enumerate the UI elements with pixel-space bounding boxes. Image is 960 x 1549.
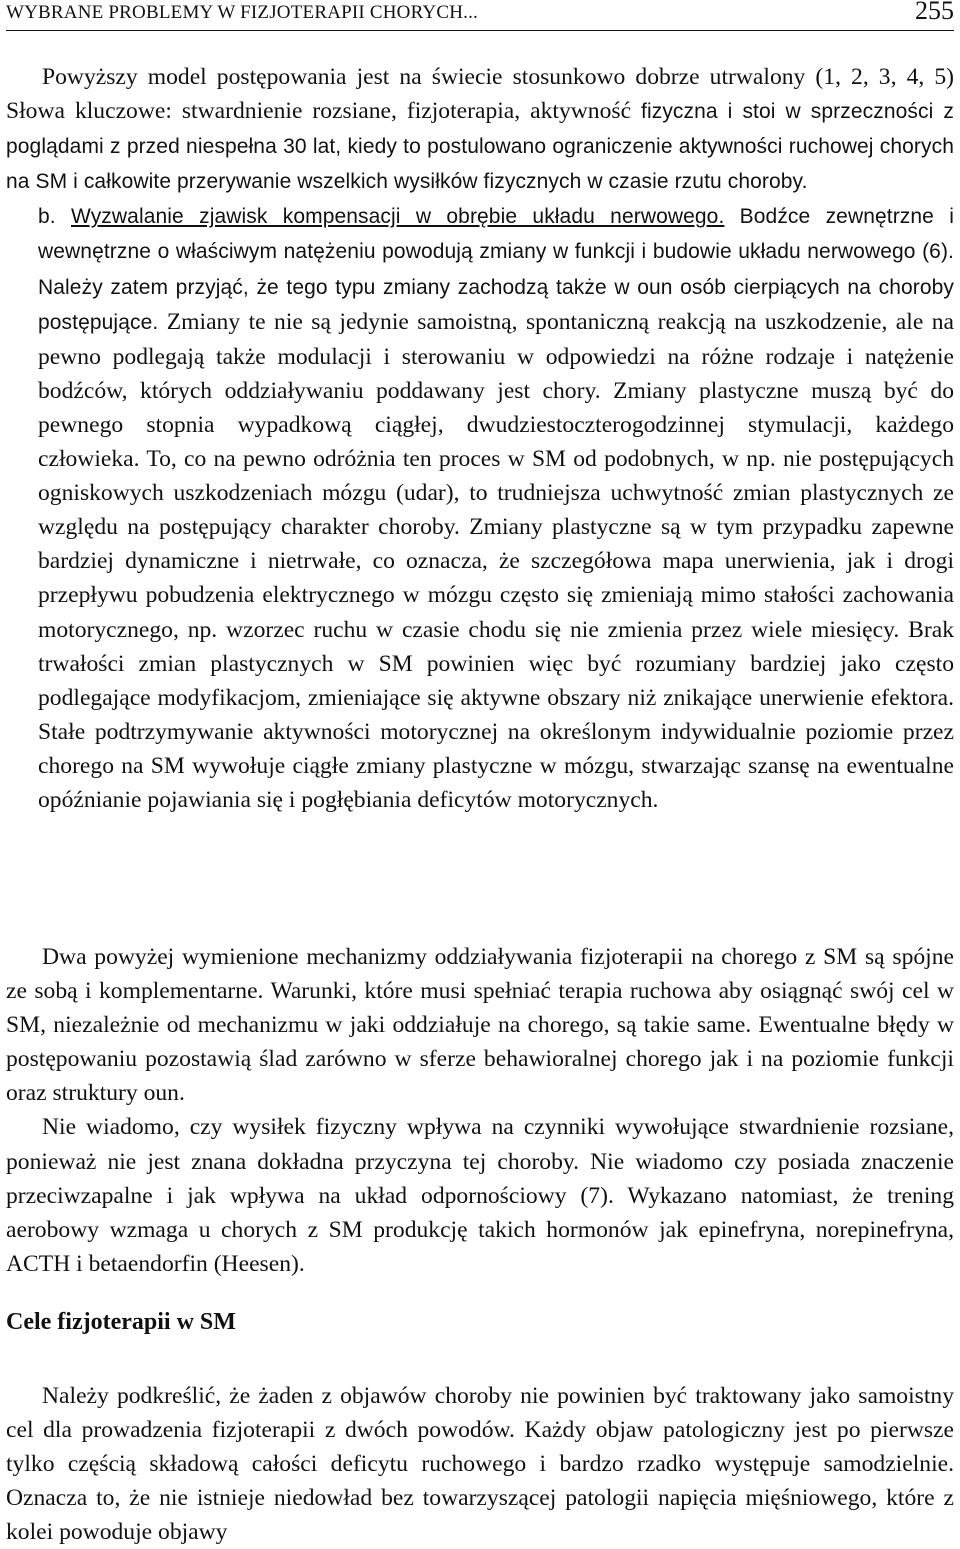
page-header bbox=[6, 0, 954, 31]
paragraph-d: Nie wiadomo, czy wysiłek fizyczny wpływa na czynniki wywołujące stwardnienie rozsiane, ponieważ nie jest znana dokładna przyczyna tej choroby. Nie wiadomo czy posiada znaczenie przeciwzapalne i jak wpływa na układ odpornościowy (7). Wykazano natomiast, że trening aerobowy wzmaga u chorych z SM produkcję takich hormonów jak epinefryna, norepinefryna, ACTH i betaendorfin (Heesen). bbox=[6, 1114, 954, 1277]
paragraph-c: Dwa powyżej wymienione mechanizmy oddziaływania fizjoterapii na chorego z SM są spójne ze sobą i komplementarne. Warunki, które musi spełniać terapia ruchowa aby osiągnąć swój cel w SM, niezależnie od mechanizmu w jaki oddziałuje na chorego, są takie same. Ewentualne błędy w postępowaniu pozostawią ślad zarówno w sferze behawioralnej chorego jak i na poziomie funkcji oraz struktury oun. bbox=[6, 944, 954, 1107]
paragraph-b-sans: Bodźce zewnętrzne i wewnętrzne o właściwym natężeniu powodują zmiany w funkcji i budowie układu nerwowego (6). Należy zatem przyjąć, że tego typu zmiany zachodzą także w oun osób cierpiących na choroby postępujące. bbox=[38, 205, 955, 334]
main-text-upper bbox=[6, 60, 954, 817]
page-number: 255 bbox=[915, 0, 954, 25]
main-text-lower bbox=[6, 1379, 954, 1549]
paragraph-a-serif: Powyższy model postępowania jest na świecie stosunkowo dobrze utrwalony (1, 2, 3, 4, 5) Słowa kluczowe: stwardnienie rozsiane, fizjoterapia, aktywność bbox=[6, 64, 954, 125]
paragraph-a bbox=[6, 60, 954, 199]
section-heading: Cele fizjoterapii w SM bbox=[6, 1309, 236, 1335]
paragraph-b-label: b. bbox=[38, 205, 56, 229]
paragraph-b-title: Wyzwalanie zjawisk kompensacji w obrębie układu nerwowego. bbox=[70, 205, 725, 229]
paragraph-b-serif: Zmiany te nie są jedynie samoistną, spontaniczną reakcją na uszkodzenie, ale na pewno podlegają także modulacji i sterowaniu w odpowiedzi na różne rodzaje i natężenie bodźców, których oddziaływaniu poddawany jest chory. Zmiany plastyczne muszą być do pewnego stopnia wypadkową ciągłej, dwudziestoczterogodzinnej stymulacji, każdego człowieka. To, co na pewno odróżnia ten proces w SM od podobnych, w np. nie postępujących ogniskowych uszkodzeniach mózgu (udar), to trudniejsza uchwytność zmian plastycznych ze względu na postępujący charakter choroby. Zmiany plastyczne są w tym przypadku zapewne bardziej dynamiczne i nietrwałe, co oznacza, że szczegółowa mapa unerwienia, jak i drogi przepływu pobudzenia elektrycznego w mózgu często się zmieniają mimo stałości zachowania motorycznego, np. wzorzec ruchu w czasie chodu się nie zmienia przez wiele miesięcy. Brak trwałości zmian plastycznych w SM powinien więc być rozumiany bardziej jako często podlegające modyfikacjom, zmieniające się aktywne obszary niż znikające unerwienie efektora. Stałe podtrzymywanie aktywności motorycznej na określonym indywidualnie poziomie przez chorego na SM wywołuje ciągłe zmiany plastyczne w mózgu, stwarzając szansę na ewentualne opóźnianie pojawiania się i pogłębiania deficytów motorycznych. bbox=[38, 308, 954, 813]
running-head: WYBRANE PROBLEMY W FIZJOTERAPII CHORYCH... bbox=[6, 2, 478, 23]
paragraph-b bbox=[6, 199, 954, 817]
paragraph-a-sans: fizyczna i stoi w sprzeczności z poglądami z przed niespełna 30 lat, kiedy to postulowano ograniczenie aktywności ruchowej chorych na SM i całkowite przerywanie wszelkich wysiłków fizycznych w czasie rzutu choroby. bbox=[6, 100, 954, 194]
paragraph-e: Należy podkreślić, że żaden z objawów choroby nie powinien być traktowany jako samoistny cel dla prowadzenia fizjoterapii z dwóch powodów. Każdy objaw patologiczny jest po pierwsze tylko częścią składową całości deficytu ruchowego i bardzo rzadko występuje samodzielnie. Oznacza to, że nie istnieje niedowład bez towarzyszącej patologii napięcia mięśniowego, które z kolei powoduje objawy bbox=[6, 1383, 954, 1546]
main-text-middle bbox=[6, 940, 954, 1281]
